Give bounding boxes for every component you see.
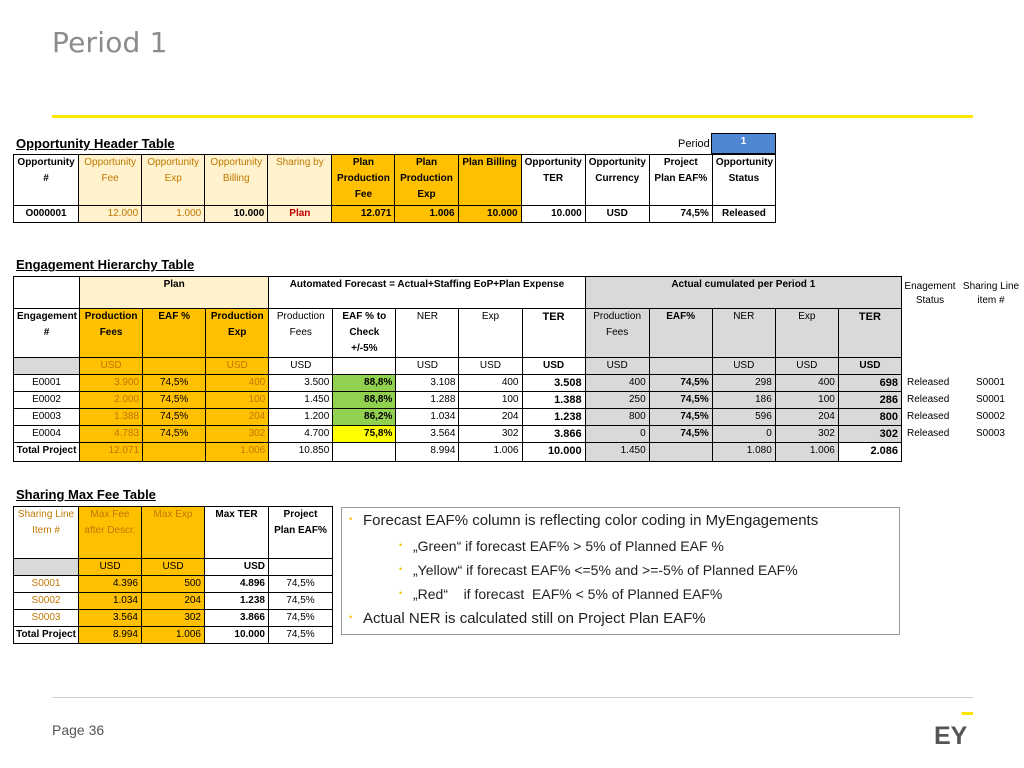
table-cell: 1.388: [522, 392, 585, 409]
header-cell: Opportunity Billing: [205, 155, 268, 206]
table-cell: S0002: [14, 593, 79, 610]
table-cell: 302: [838, 426, 901, 443]
header-cell: TER: [838, 309, 901, 358]
table-cell: 2.000: [80, 392, 143, 409]
unit-cell: [14, 559, 79, 576]
table-cell: [143, 443, 206, 462]
unit-cell: USD: [79, 559, 142, 576]
table-cell: 74,5%: [269, 593, 333, 610]
table-cell: 302: [775, 426, 838, 443]
header-cell: Max TER: [205, 507, 269, 559]
table-group-row: [14, 277, 902, 309]
table-cell: 1.006: [395, 206, 458, 223]
table-cell: 698: [838, 375, 901, 392]
group-cell: Automated Forecast = Actual+Staffing EoP+Plan Expense: [269, 277, 585, 309]
table-cell: Total Project: [14, 627, 79, 644]
page-number: Page 36: [52, 722, 105, 738]
title-divider: [52, 115, 973, 118]
table-cell: 800: [585, 409, 649, 426]
header-cell: Plan Production Fee: [332, 155, 395, 206]
footer-divider: [52, 697, 973, 698]
header-cell: Project Plan EAF%: [269, 507, 333, 559]
table-cell: 74,5%: [649, 426, 712, 443]
table-cell: 1.000: [142, 206, 205, 223]
status-column: [907, 374, 949, 442]
table-row: [14, 206, 776, 223]
table-cell: 204: [459, 409, 522, 426]
header-cell: Project Plan EAF%: [649, 155, 712, 206]
sharing-table-title: Sharing Max Fee Table: [16, 487, 156, 502]
sharing-line-cell: S0001: [976, 394, 1005, 405]
engagement-hierarchy-table: [13, 276, 902, 462]
table-cell: 1.388: [80, 409, 143, 426]
table-cell: 1.200: [269, 409, 333, 426]
table-cell: 74,5%: [649, 409, 712, 426]
sharing-line-header: Sharing Line item #: [962, 281, 1020, 306]
table-cell: 1.238: [205, 593, 269, 610]
table-cell: [649, 443, 712, 462]
bullet-icon: •: [349, 514, 353, 524]
table-cell: 1.288: [396, 392, 459, 409]
table-cell: 400: [206, 375, 269, 392]
table-cell: Released: [712, 206, 775, 223]
table-cell: 186: [712, 392, 775, 409]
engagement-status-header: Enagement Status: [904, 281, 956, 306]
table-cell: E0004: [14, 426, 80, 443]
note-subitem: [399, 538, 724, 554]
table-total-row: [14, 627, 333, 644]
unit-cell: USD: [269, 358, 333, 375]
table-cell: 3.508: [522, 375, 585, 392]
table-cell: [333, 443, 396, 462]
sharing-line-column: [976, 374, 1005, 442]
table-cell: 800: [838, 409, 901, 426]
logo-text: EY: [934, 722, 968, 746]
table-cell: 0: [712, 426, 775, 443]
table-cell: 10.000: [521, 206, 585, 223]
note-item: [349, 610, 706, 627]
table-unit-row: [14, 559, 333, 576]
table-cell: S0001: [14, 576, 79, 593]
header-cell: Opportunity #: [14, 155, 79, 206]
unit-cell: USD: [396, 358, 459, 375]
unit-cell: [14, 358, 80, 375]
table-cell: 74,5%: [143, 426, 206, 443]
header-cell: Plan Billing: [458, 155, 521, 206]
table-cell: 400: [459, 375, 522, 392]
table-row: [14, 409, 902, 426]
table-cell: 400: [585, 375, 649, 392]
sharing-line-cell: S0003: [976, 428, 1005, 439]
period-label: Period: [678, 138, 710, 150]
unit-cell: [269, 559, 333, 576]
period-selector[interactable]: [711, 133, 776, 154]
sharing-line-cell: S0001: [976, 377, 1005, 388]
table-cell: 88,8%: [333, 375, 396, 392]
table-header-row: [14, 155, 776, 206]
header-cell: Production Exp: [206, 309, 269, 358]
header-cell: Production Fees: [585, 309, 649, 358]
table-cell: 8.994: [79, 627, 142, 644]
table-cell: 10.000: [205, 627, 269, 644]
table-cell: 3.564: [79, 610, 142, 627]
table-cell: 10.850: [269, 443, 333, 462]
note-subitem: [399, 562, 798, 578]
header-cell: NER: [712, 309, 775, 358]
table-unit-row: [14, 358, 902, 375]
table-cell: O000001: [14, 206, 79, 223]
header-cell: Plan Production Exp: [395, 155, 458, 206]
table-cell: 74,5%: [143, 409, 206, 426]
table-cell: 286: [838, 392, 901, 409]
group-cell: [14, 277, 80, 309]
table-cell: 4.396: [79, 576, 142, 593]
table-cell: 2.086: [838, 443, 901, 462]
opportunity-table-title: Opportunity Header Table: [16, 136, 175, 151]
table-cell: 302: [459, 426, 522, 443]
table-cell: 4.783: [80, 426, 143, 443]
unit-cell: USD: [522, 358, 585, 375]
header-cell: Opportunity Fee: [79, 155, 142, 206]
unit-cell: USD: [142, 559, 205, 576]
table-row: [14, 426, 902, 443]
bullet-icon: •: [399, 564, 403, 574]
table-row: [14, 576, 333, 593]
unit-cell: USD: [775, 358, 838, 375]
table-cell: 3.866: [205, 610, 269, 627]
table-row: [14, 593, 333, 610]
table-cell: 0: [585, 426, 649, 443]
header-cell: Engagement #: [14, 309, 80, 358]
table-row: [14, 375, 902, 392]
note-text: Actual NER is calculated still on Project Plan EAF%: [363, 610, 706, 627]
table-cell: 1.450: [269, 392, 333, 409]
table-cell: 1.006: [775, 443, 838, 462]
header-cell: Sharing by: [268, 155, 332, 206]
sharing-line-cell: S0002: [976, 411, 1005, 422]
table-cell: 1.006: [142, 627, 205, 644]
status-cell: Released: [907, 428, 950, 439]
table-cell: 12.000: [79, 206, 142, 223]
table-cell: 400: [775, 375, 838, 392]
table-total-row: [14, 443, 902, 462]
table-cell: 1.006: [206, 443, 269, 462]
unit-cell: USD: [206, 358, 269, 375]
table-cell: 1.450: [585, 443, 649, 462]
note-text: „Yellow“ if forecast EAF% <=5% and >=-5% of Planned EAF%: [413, 562, 798, 578]
table-cell: 4.896: [205, 576, 269, 593]
header-cell: TER: [522, 309, 585, 358]
note-text: „Green“ if forecast EAF% > 5% of Planned EAF %: [413, 538, 724, 554]
header-cell: EAF %: [143, 309, 206, 358]
table-cell: 3.900: [80, 375, 143, 392]
table-cell: 298: [712, 375, 775, 392]
header-cell: Sharing Line Item #: [14, 507, 79, 559]
header-cell: Production Fees: [269, 309, 333, 358]
ey-logo-icon: [933, 712, 973, 746]
header-cell: Opportunity Currency: [585, 155, 649, 206]
status-cell: Released: [907, 377, 950, 388]
group-cell: Actual cumulated per Period 1: [585, 277, 901, 309]
period-value[interactable]: 1: [712, 134, 776, 154]
bullet-icon: •: [349, 612, 353, 622]
header-cell: EAF%: [649, 309, 712, 358]
unit-cell: USD: [205, 559, 269, 576]
table-cell: 12.071: [80, 443, 143, 462]
unit-cell: USD: [459, 358, 522, 375]
table-cell: 204: [206, 409, 269, 426]
table-cell: 3.108: [396, 375, 459, 392]
table-cell: 1.080: [712, 443, 775, 462]
table-cell: 3.500: [269, 375, 333, 392]
header-cell: Opportunity TER: [521, 155, 585, 206]
table-cell: 250: [585, 392, 649, 409]
table-cell: 302: [142, 610, 205, 627]
notes-box: [341, 507, 900, 635]
table-cell: Plan: [268, 206, 332, 223]
table-cell: E0003: [14, 409, 80, 426]
table-cell: 1.034: [396, 409, 459, 426]
table-cell: 3.866: [522, 426, 585, 443]
table-cell: 74,5%: [269, 610, 333, 627]
table-cell: 10.000: [522, 443, 585, 462]
table-cell: 74,5%: [649, 392, 712, 409]
header-cell: Max Exp: [142, 507, 205, 559]
table-cell: 74,5%: [269, 576, 333, 593]
table-cell: S0003: [14, 610, 79, 627]
sharing-max-fee-table: [13, 506, 333, 644]
table-cell: E0002: [14, 392, 80, 409]
unit-cell: USD: [838, 358, 901, 375]
header-cell: NER: [396, 309, 459, 358]
bullet-icon: •: [399, 588, 403, 598]
table-cell: 204: [775, 409, 838, 426]
table-cell: 86,2%: [333, 409, 396, 426]
header-cell: Exp: [459, 309, 522, 358]
header-cell: Max Fee after Descr.: [79, 507, 142, 559]
group-cell: Plan: [80, 277, 269, 309]
table-cell: 74,5%: [269, 627, 333, 644]
header-cell: Production Fees: [80, 309, 143, 358]
header-cell: EAF % to Check +/-5%: [333, 309, 396, 358]
table-cell: 74,5%: [649, 375, 712, 392]
table-header-row: [14, 309, 902, 358]
table-cell: 10.000: [458, 206, 521, 223]
header-cell: Exp: [775, 309, 838, 358]
header-cell: Opportunity Status: [712, 155, 775, 206]
table-row: [14, 610, 333, 627]
table-cell: E0001: [14, 375, 80, 392]
unit-cell: [333, 358, 396, 375]
table-cell: 1.034: [79, 593, 142, 610]
table-cell: 3.564: [396, 426, 459, 443]
note-item: [349, 512, 819, 529]
table-cell: 75,8%: [333, 426, 396, 443]
table-cell: 12.071: [332, 206, 395, 223]
page-title: Period 1: [52, 26, 168, 59]
header-cell: Opportunity Exp: [142, 155, 205, 206]
table-header-row: [14, 507, 333, 559]
table-cell: 74,5%: [143, 392, 206, 409]
note-subitem: [399, 586, 723, 602]
unit-cell: USD: [80, 358, 143, 375]
unit-cell: [143, 358, 206, 375]
table-cell: 1.238: [522, 409, 585, 426]
table-cell: 74,5%: [143, 375, 206, 392]
bullet-icon: •: [399, 540, 403, 550]
unit-cell: USD: [712, 358, 775, 375]
note-text: „Red“ if forecast EAF% < 5% of Planned EAF%: [413, 586, 723, 602]
table-cell: 100: [206, 392, 269, 409]
table-cell: 1.006: [459, 443, 522, 462]
table-cell: 4.700: [269, 426, 333, 443]
unit-cell: [649, 358, 712, 375]
table-cell: 8.994: [396, 443, 459, 462]
table-cell: USD: [585, 206, 649, 223]
table-cell: 74,5%: [649, 206, 712, 223]
table-cell: 10.000: [205, 206, 268, 223]
table-cell: 500: [142, 576, 205, 593]
table-cell: 100: [775, 392, 838, 409]
status-cell: Released: [907, 394, 950, 405]
table-row: [14, 392, 902, 409]
status-cell: Released: [907, 411, 950, 422]
table-cell: 596: [712, 409, 775, 426]
table-cell: 204: [142, 593, 205, 610]
table-cell: Total Project: [14, 443, 80, 462]
opportunity-header-table: [13, 154, 776, 223]
engagement-table-title: Engagement Hierarchy Table: [16, 257, 195, 272]
table-cell: 302: [206, 426, 269, 443]
unit-cell: USD: [585, 358, 649, 375]
table-cell: 88,8%: [333, 392, 396, 409]
table-cell: 100: [459, 392, 522, 409]
note-text: Forecast EAF% column is reflecting color coding in MyEngagements: [363, 512, 819, 529]
